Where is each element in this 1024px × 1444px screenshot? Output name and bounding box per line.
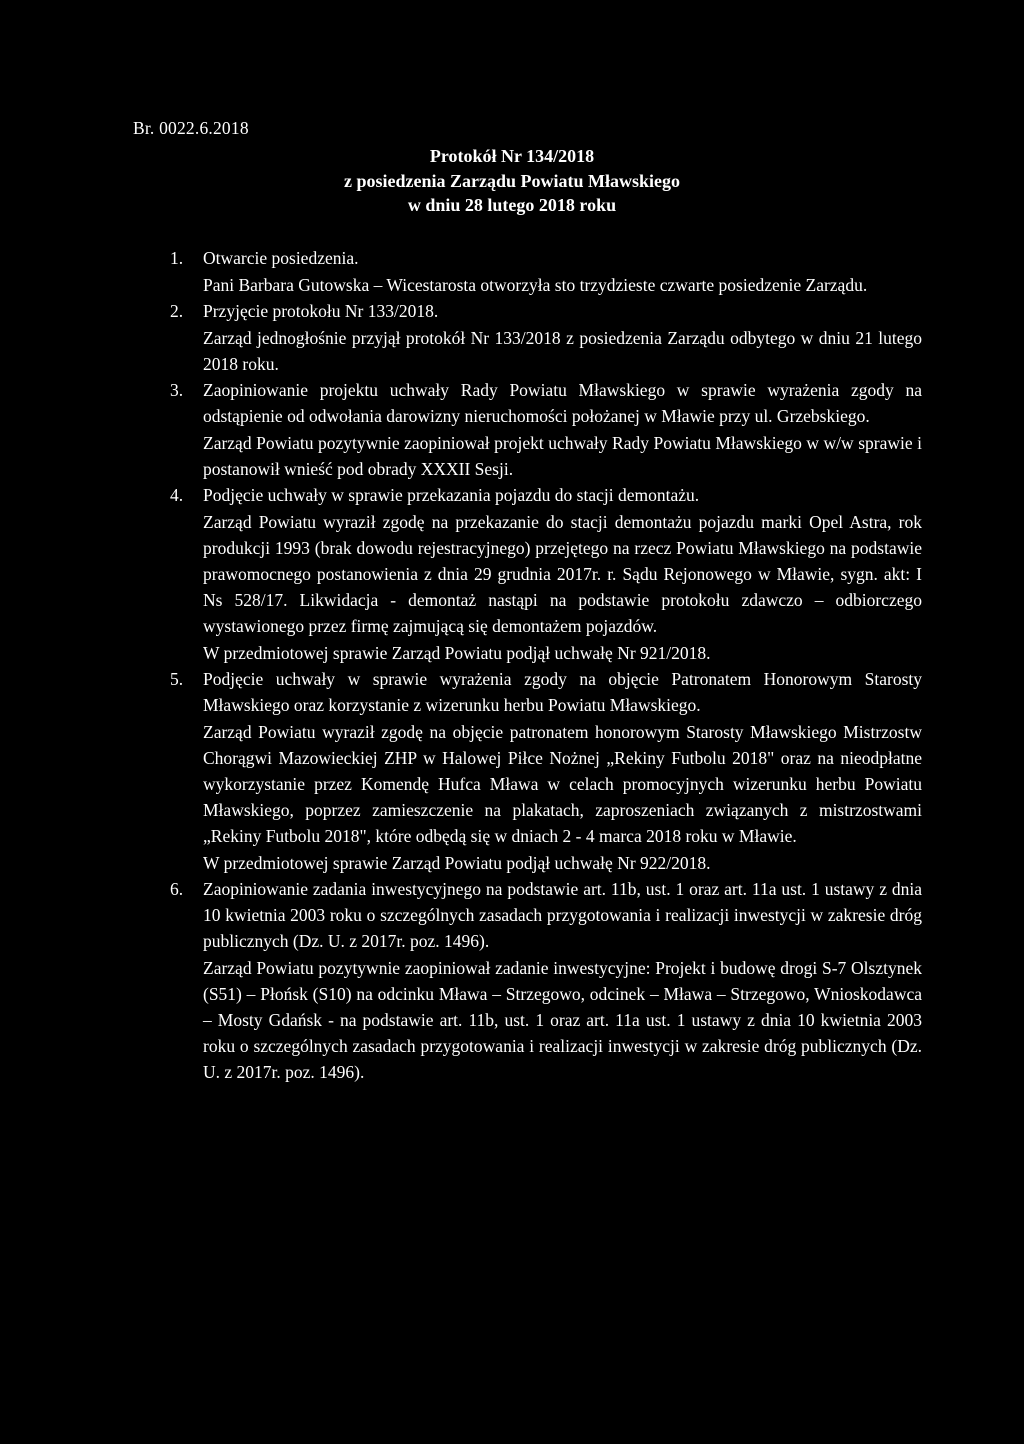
agenda-item-paragraph: Zarząd Powiatu wyraził zgodę na przekazanie do stacji demontażu pojazdu marki Opel Astra, rok produkcji 1993 (brak dowodu rejestracyjnego) przejętego na rzecz Powiatu Mławskiego na podstawie prawomocnego postanowienia z dnia 29 grudnia 2017r. r. Sądu Rejonowego w Mławie, sygn. akt: I Ns 528/17. Likwidacja - demontaż nastąpi na podstawie protokołu zdawczo – odbiorczego wystawionego przez firmę zajmującą się demontażem pojazdów. [203,512,922,636]
agenda-item-paragraph: Zarząd Powiatu wyraził zgodę na objęcie patronatem honorowym Starosty Mławskiego Mistrzostw Chorągwi Mazowieckiej ZHP w Halowej Piłce Nożnej „Rekiny Futbolu 2018" oraz na nieodpłatne wykorzystanie przez Komendę Hufca Mława w celach promocyjnych wizerunku herbu Powiatu Mławskiego, poprzez zamieszczenie na plakatach, zaproszeniach związanych z mistrzostwami „Rekiny Futbolu 2018", które odbędą się w dniach 2 - 4 marca 2018 roku w Mławie. [203,722,922,846]
agenda-item-5 [170,666,922,876]
agenda-item-2 [170,298,922,377]
agenda-item-paragraph: Zarząd Powiatu pozytywnie zaopiniował zadanie inwestycyjne: Projekt i budowę drogi S-7 Olsztynek (S51) – Płońsk (S10) na odcinku Mława – Strzegowo, odcinek – Mława – Strzegowo, Wnioskodawca – Mosty Gdańsk - na podstawie art. 11b, ust. 1 oraz art. 11a ust. 1 ustawy z dnia 10 kwietnia 2003 roku o szczególnych zasadach przygotowania i realizacji inwestycji w zakresie dróg publicznych (Dz. U. z 2017r. poz. 1496). [203,958,922,1082]
agenda-item-title: Podjęcie uchwały w sprawie przekazania pojazdu do stacji demontażu. [203,485,700,505]
agenda-item-4 [170,482,922,666]
agenda-item-resolution: W przedmiotowej sprawie Zarząd Powiatu podjął uchwałę Nr 922/2018. [203,853,711,873]
agenda-item-title: Przyjęcie protokołu Nr 133/2018. [203,301,439,321]
agenda-item-1 [170,245,922,298]
protocol-header [0,144,1024,218]
agenda-item-number: 4. [170,485,184,505]
agenda-item-number: 3. [170,380,184,400]
agenda-item-paragraph: Zarząd Powiatu pozytywnie zaopiniował projekt uchwały Rady Powiatu Mławskiego w w/w sprawie i postanowił wnieść pod obrady XXXII Sesji. [203,433,922,479]
protocol-title: Protokół Nr 134/2018 [429,146,595,166]
protocol-subtitle: z posiedzenia Zarządu Powiatu Mławskiego [344,170,680,191]
agenda-item-title: Podjęcie uchwały w sprawie wyrażenia zgody na objęcie Patronatem Honorowym Starosty Mławskiego oraz korzystanie z wizerunku herbu Powiatu Mławskiego. [203,669,922,715]
agenda-item-number: 5. [170,669,184,689]
agenda-item-paragraph: Zarząd jednogłośnie przyjął protokół Nr 133/2018 z posiedzenia Zarządu odbytego w dniu 21 lutego 2018 roku. [203,328,922,374]
agenda-item-number: 2. [170,301,184,321]
agenda-item-title: Zaopiniowanie zadania inwestycyjnego na podstawie art. 11b, ust. 1 oraz art. 11a ust. 1 ustawy z dnia 10 kwietnia 2003 roku o szczególnych zasadach przygotowania i realizacji inwestycji w zakresie dróg publicznych (Dz. U. z 2017r. poz. 1496). [203,879,922,951]
agenda-list [170,245,922,1085]
agenda-item-title: Zaopiniowanie projektu uchwały Rady Powiatu Mławskiego w sprawie wyrażenia zgody na odstąpienie od odwołania darowizny nieruchomości położanej w Mławie przy ul. Grzebskiego. [203,380,922,426]
agenda-item-resolution: W przedmiotowej sprawie Zarząd Powiatu podjął uchwałę Nr 921/2018. [203,643,711,663]
agenda-item-3 [170,377,922,482]
agenda-item-paragraph: Pani Barbara Gutowska – Wicestarosta otworzyła sto trzydzieste czwarte posiedzenie Zarządu. [203,275,868,295]
document-reference: Br. 0022.6.2018 [133,118,249,138]
agenda-item-6 [170,876,922,1085]
agenda-item-number: 6. [170,879,184,899]
agenda-item-title: Otwarcie posiedzenia. [203,248,359,268]
protocol-date: w dniu 28 lutego 2018 roku [407,195,617,215]
agenda-item-number: 1. [170,248,184,268]
